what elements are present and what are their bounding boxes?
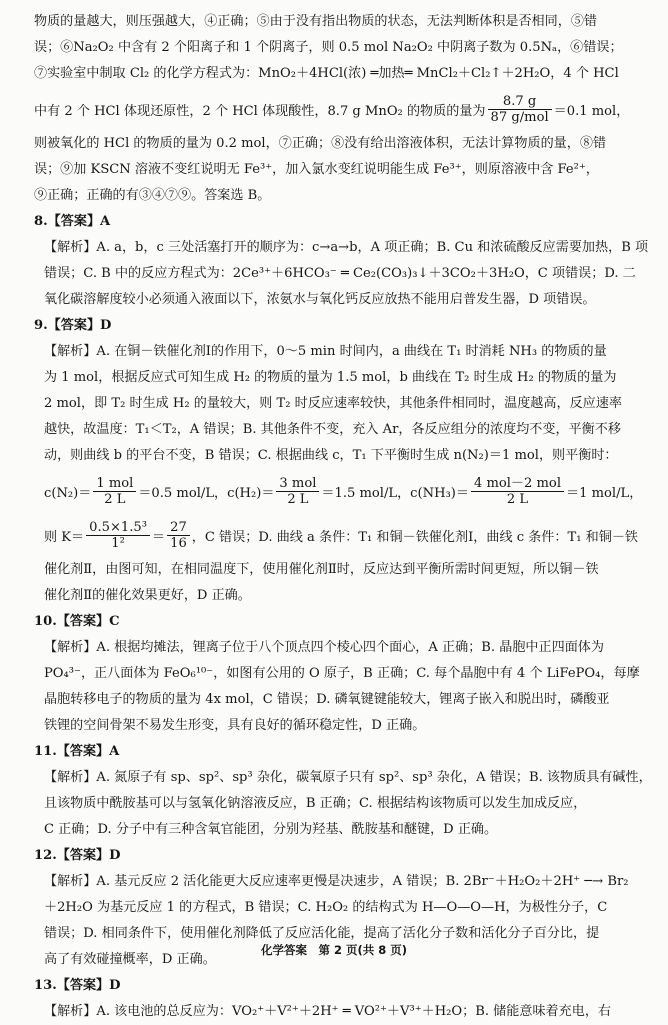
text-line: 错误；C. B 中的反应方程式为：2Ce³⁺＋6HCO₃⁻ ═ Ce₂(CO₃)₃↓＋3CO₂＋3H₂O，C 项错误；D. 二 — [44, 266, 636, 281]
fraction — [93, 476, 136, 507]
text-line: 氧化碳溶解度较小必须通入液面以下，浓氨水与氧化钙反应放热不能用启普发生器，D 项错误。 — [44, 292, 596, 307]
text-line: 则被氧化的 HCl 的物质的量为 0.2 mol，⑦正确；⑧没有给出溶液体积，无法计算物质的量，⑧错 — [34, 136, 607, 151]
numerator: 0.5×1.5³ — [86, 520, 150, 536]
question-10 — [34, 609, 654, 739]
text-segment: ＝ — [152, 529, 166, 545]
text-line: 且该物质中酰胺基可以与氢氧化钠溶液反应，B 正确；C. 根据结构该物质可以发生加成反应， — [44, 796, 587, 811]
answer-label: 12.【答案】D — [34, 848, 121, 863]
question-13 — [34, 973, 654, 1025]
fraction — [276, 476, 319, 507]
text-line: 晶胞转移电子的物质的量为 4x mol，C 错误；D. 磷氧键键能较大，锂离子嵌入和脱出时，磷酸亚 — [44, 692, 610, 707]
q7-continuation — [34, 9, 654, 209]
numerator: 27 — [167, 520, 190, 536]
text-line: ⑦实验室中制取 Cl₂ 的化学方程式为：MnO₂＋4HCl(浓) ═加热═ MnCl₂＋Cl₂↑＋2H₂O，4 个 HCl — [34, 66, 619, 81]
denominator: 2 L — [287, 491, 309, 507]
answer-label: 10.【答案】C — [34, 614, 120, 629]
text-line: 误；⑨加 KSCN 溶液不变红说明无 Fe³⁺，加入氯水变红说明能生成 Fe³⁺，则原溶液中含 Fe²⁺， — [34, 162, 599, 177]
question-11 — [34, 739, 654, 843]
text-line: 为 1 mol，根据反应式可知生成 H₂ 的物质的量为 1.5 mol，b 曲线在 T₂ 时生成 H₂ 的物质的量为 — [44, 370, 617, 385]
text-segment: c(N₂)＝ — [44, 485, 92, 501]
question-9 — [34, 313, 654, 609]
text-line: 【解析】A. 氮原子有 sp、sp²、sp³ 杂化，碳氧原子只有 sp²、sp³ 杂化，A 错误；B. 该物质具有碱性， — [44, 770, 652, 785]
answer-label: 9.【答案】D — [34, 318, 112, 333]
text-line: 越快，故温度：T₁＜T₂，A 错误；B. 其他条件不变，充入 Ar，各反应组分的浓度均不变，平衡不移 — [44, 422, 621, 437]
text-line: 【解析】A. 在铜－铁催化剂Ⅰ的作用下，0～5 min 时间内，a 曲线在 T₁ 时消耗 NH₃ 的物质的量 — [44, 344, 607, 359]
fraction — [471, 476, 564, 507]
fraction — [86, 520, 150, 551]
numerator: 8.7 g — [488, 94, 552, 110]
answer-label: 11.【答案】A — [34, 744, 120, 759]
text-line: 【解析】A. 该电池的总反应为：VO₂⁺＋V²⁺＋2H⁺ ═ VO²⁺＋V³⁺＋H₂O；B. 储能意味着充电，右 — [44, 1004, 612, 1019]
text-segment: ＝1.5 mol/L，c(NH₃)＝ — [321, 485, 469, 501]
text-line: 催化剂Ⅱ，由图可知，在相同温度下，使用催化剂Ⅱ时，反应达到平衡所需时间更短，所以铜－铁 — [44, 562, 599, 577]
text-line: ＋2H₂O 为基元反应 1 的方程式，B 错误；C. H₂O₂ 的结构式为 H—O—O—H，为极性分子，C — [44, 900, 608, 915]
content-area — [34, 9, 654, 1025]
concentration-equation — [34, 469, 654, 513]
denominator: 16 — [170, 535, 187, 551]
answer-label: 8.【答案】A — [34, 214, 111, 229]
equilibrium-constant-equation — [34, 513, 654, 557]
text-line: 催化剂Ⅱ的催化效果更好，D 正确。 — [44, 588, 251, 603]
denominator: 2 L — [104, 491, 126, 507]
fraction-line — [34, 87, 654, 131]
question-8 — [34, 209, 654, 313]
text-line: 铁锂的空间骨架不易发生形变，具有良好的循环稳定性，D 正确。 — [44, 718, 426, 733]
text-line: PO₄³⁻，正八面体为 FeO₆¹⁰⁻，如图有公用的 O 原子，B 正确；C. 每个晶胞中有 4 个 LiFePO₄，每摩 — [44, 666, 640, 681]
text-line: 【解析】A. a，b，c 三处活塞打开的顺序为：c→a→b，A 项正确；B. Cu 和浓硫酸反应需要加热，B 项 — [44, 240, 649, 255]
text-segment: ，C 错误；D. 曲线 a 条件：T₁ 和铜－铁催化剂Ⅰ，曲线 c 条件：T₁ 和铜－铁 — [191, 529, 639, 545]
text-line: 误；⑥Na₂O₂ 中含有 2 个阳离子和 1 个阴离子，则 0.5 mol Na₂O₂ 中阴离子数为 0.5Nₐ，⑥错误； — [34, 40, 623, 55]
numerator: 4 mol－2 mol — [471, 476, 564, 492]
page-footer: 化学答案 第 2 页(共 8 页) — [260, 943, 408, 957]
text-line: 物质的量越大，则压强越大，④正确；⑤由于没有指出物质的状态，无法判断体积是否相同，⑤错 — [34, 14, 598, 29]
text-line: 2 mol，即 T₂ 时生成 H₂ 的量较大，则 T₂ 时反应速率较快，其他条件相同时，温度越高，反应速率 — [44, 396, 622, 411]
text-segment: 中有 2 个 HCl 体现还原性，2 个 HCl 体现酸性，8.7 g MnO₂ 的物质的量为 — [34, 103, 486, 119]
denominator: 2 L — [506, 491, 529, 507]
fraction — [488, 94, 552, 125]
fraction — [167, 520, 190, 551]
text-segment: ＝0.1 mol， — [553, 103, 630, 119]
numerator: 3 mol — [276, 476, 319, 492]
text-line: 错误；D. 相同条件下，使用催化剂降低了反应活化能，提高了活化分子数和活化分子百分比，提 — [44, 926, 600, 941]
answer-label: 13.【答案】D — [34, 978, 121, 993]
text-segment: ＝0.5 mol/L，c(H₂)＝ — [138, 485, 275, 501]
numerator: 1 mol — [93, 476, 136, 492]
denominator: 87 g/mol — [490, 109, 549, 125]
text-segment: 则 K＝ — [44, 529, 85, 545]
text-line: C 正确；D. 分子中有三种含氧官能团，分别为羟基、酰胺基和醚键，D 正确。 — [44, 822, 498, 837]
text-line: 【解析】A. 根据均摊法，锂离子位于八个顶点四个棱心四个面心，A 正确；B. 晶胞中正四面体为 — [44, 640, 604, 655]
text-line: 【解析】A. 基元反应 2 活化能更大反应速率更慢是决速步，A 错误；B. 2Br⁻＋H₂O₂＋2H⁺ ─→ Br₂ — [44, 874, 629, 889]
text-segment: ＝1 mol/L， — [566, 485, 643, 501]
text-line: ⑨正确；正确的有③④⑦⑨。答案选 B。 — [34, 188, 271, 203]
denominator: 1² — [111, 535, 125, 551]
text-line: 高了有效碰撞概率，D 正确。 — [44, 952, 216, 967]
text-line: 动，则曲线 b 的平台不变，B 错误；C. 根据曲线 c，T₁ 下平衡时生成 n(N₂)＝1 mol，则平衡时： — [44, 448, 618, 463]
